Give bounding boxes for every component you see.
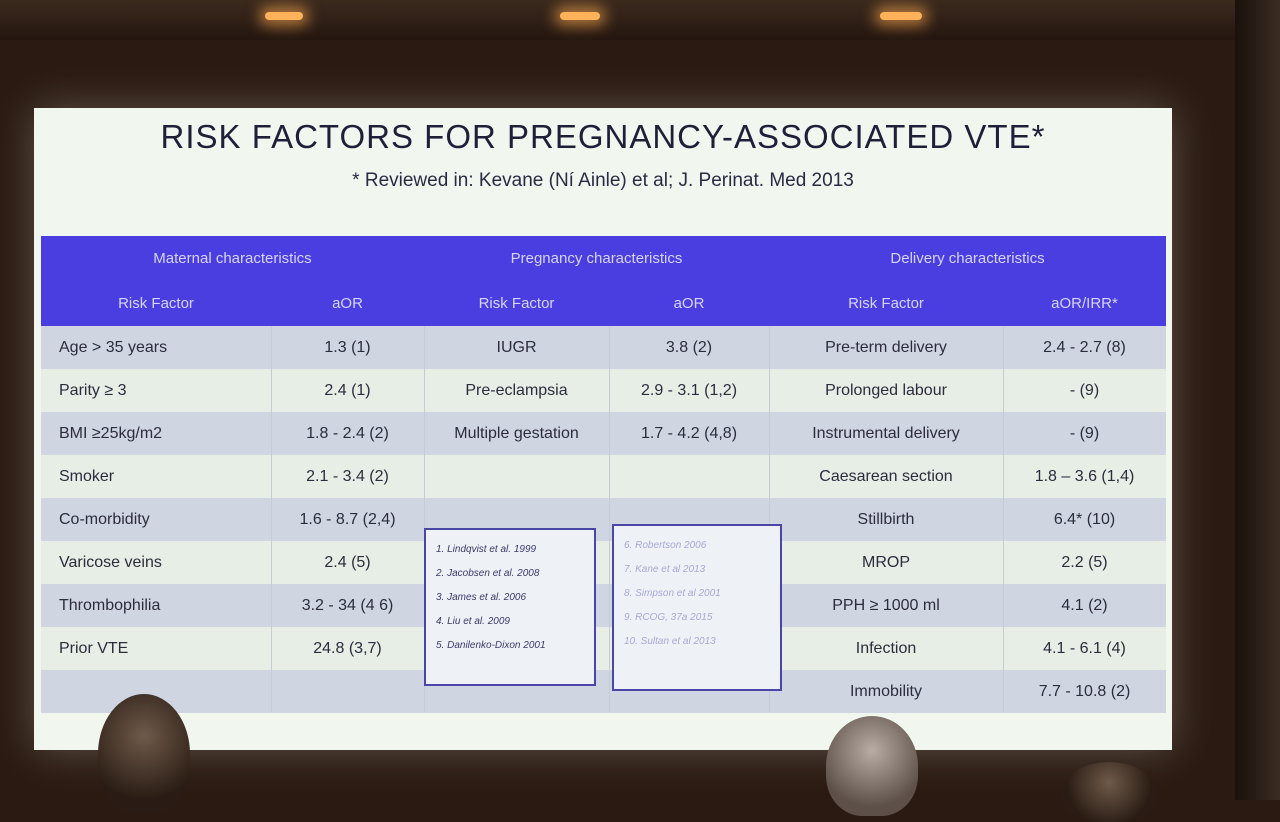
column-header-aor: aOR xyxy=(673,295,705,312)
delivery-aor-irr: - (9) xyxy=(1069,425,1100,442)
table-row xyxy=(41,627,1166,670)
group-header-delivery: Delivery characteristics xyxy=(890,250,1045,267)
maternal-risk-factor: Age > 35 years xyxy=(59,339,168,356)
maternal-aor: 3.2 - 34 (4 6) xyxy=(301,597,394,614)
column-header-risk-factor: Risk Factor xyxy=(848,295,924,312)
risk-factor-table xyxy=(41,236,1166,716)
group-header-row xyxy=(41,236,1166,281)
maternal-risk-factor: Prior VTE xyxy=(59,640,129,657)
delivery-aor-irr: 2.4 - 2.7 (8) xyxy=(1043,339,1126,356)
pregnancy-aor: 1.7 - 4.2 (4,8) xyxy=(640,425,738,442)
table-row xyxy=(41,584,1166,627)
maternal-risk-factor: BMI ≥25kg/m2 xyxy=(59,425,163,442)
maternal-risk-factor: Thrombophilia xyxy=(59,597,161,614)
maternal-risk-factor: Co-morbidity xyxy=(59,511,150,528)
table-row xyxy=(41,326,1166,369)
reference-item: 2. Jacobsen et al. 2008 xyxy=(436,568,540,579)
slide-subtitle: * Reviewed in: Kevane (Ní Ainle) et al; J. Perinat. Med 2013 xyxy=(352,170,854,191)
column-divider xyxy=(1003,326,1004,712)
delivery-aor-irr: 4.1 (2) xyxy=(1061,597,1108,614)
column-header-risk-factor: Risk Factor xyxy=(118,295,194,312)
maternal-aor: 1.6 - 8.7 (2,4) xyxy=(299,511,396,528)
delivery-risk-factor: Stillbirth xyxy=(857,511,915,528)
delivery-risk-factor: Pre-term delivery xyxy=(825,339,947,356)
audience-head xyxy=(826,716,918,816)
references-box-right xyxy=(612,524,782,691)
pregnancy-risk-factor: Pre-eclampsia xyxy=(465,382,568,399)
column-header-aor-irr: aOR/IRR* xyxy=(1051,295,1118,312)
delivery-aor-irr: 7.7 - 10.8 (2) xyxy=(1038,683,1131,700)
delivery-risk-factor: Prolonged labour xyxy=(825,382,947,399)
reference-item: 6. Robertson 2006 xyxy=(624,540,707,551)
references-box-left xyxy=(424,528,596,686)
maternal-aor: 24.8 (3,7) xyxy=(313,640,382,657)
reference-item: 3. James et al. 2006 xyxy=(436,592,527,603)
slide-title: RISK FACTORS FOR PREGNANCY-ASSOCIATED VTE* xyxy=(160,118,1046,155)
pregnancy-aor xyxy=(609,455,769,498)
reference-item: 1. Lindqvist et al. 1999 xyxy=(436,544,537,555)
maternal-aor: 2.4 (1) xyxy=(324,382,371,399)
group-header-maternal: Maternal characteristics xyxy=(153,250,312,267)
reference-item: 4. Liu et al. 2009 xyxy=(436,616,510,627)
group-header-pregnancy: Pregnancy characteristics xyxy=(510,250,683,267)
column-divider xyxy=(609,326,610,712)
column-header-aor: aOR xyxy=(332,295,363,312)
table-row xyxy=(41,369,1166,412)
reference-item: 8. Simpson et al 2001 xyxy=(624,588,721,599)
room-wall xyxy=(1235,0,1280,800)
reference-item: 10. Sultan et al 2013 xyxy=(624,636,716,647)
delivery-aor-irr: 6.4* (10) xyxy=(1053,511,1116,528)
maternal-risk-factor: Parity ≥ 3 xyxy=(59,382,127,399)
table-row xyxy=(41,455,1166,498)
delivery-risk-factor: Caesarean section xyxy=(819,468,953,485)
delivery-aor-irr: 1.8 – 3.6 (1,4) xyxy=(1034,468,1135,485)
maternal-aor: 2.4 (5) xyxy=(324,554,371,571)
ceiling-light xyxy=(880,12,922,20)
column-divider xyxy=(271,326,272,712)
delivery-risk-factor: Immobility xyxy=(849,683,922,700)
projection-screen xyxy=(34,108,1172,750)
audience-head xyxy=(98,694,190,814)
maternal-aor: 2.1 - 3.4 (2) xyxy=(306,468,389,485)
delivery-risk-factor: Infection xyxy=(855,640,917,657)
pregnancy-aor: 2.9 - 3.1 (1,2) xyxy=(640,382,738,399)
delivery-aor-irr: 2.2 (5) xyxy=(1061,554,1108,571)
delivery-aor-irr: 4.1 - 6.1 (4) xyxy=(1043,640,1126,657)
table-row xyxy=(41,541,1166,584)
column-header-risk-factor: Risk Factor xyxy=(478,295,555,312)
pregnancy-risk-factor: Multiple gestation xyxy=(454,425,579,442)
table-row xyxy=(41,498,1166,541)
table-row xyxy=(41,670,1166,713)
reference-item: 9. RCOG, 37a 2015 xyxy=(624,612,713,623)
pregnancy-risk-factor: IUGR xyxy=(496,339,537,356)
audience-head xyxy=(1062,762,1156,822)
pregnancy-aor: 3.8 (2) xyxy=(665,339,713,356)
maternal-risk-factor: Varicose veins xyxy=(59,554,162,571)
ceiling-light xyxy=(265,12,303,20)
room-ceiling xyxy=(0,0,1280,40)
column-header-row xyxy=(41,281,1166,326)
pregnancy-risk-factor xyxy=(424,455,609,498)
maternal-aor xyxy=(271,670,424,713)
maternal-aor: 1.3 (1) xyxy=(324,339,371,356)
reference-item: 5. Danilenko-Dixon 2001 xyxy=(436,640,546,651)
maternal-risk-factor: Smoker xyxy=(59,468,115,485)
delivery-risk-factor: MROP xyxy=(862,554,910,571)
ceiling-light xyxy=(560,12,600,20)
maternal-aor: 1.8 - 2.4 (2) xyxy=(306,425,389,442)
delivery-aor-irr: - (9) xyxy=(1069,382,1100,399)
table-row xyxy=(41,412,1166,455)
delivery-risk-factor: Instrumental delivery xyxy=(812,425,960,442)
reference-item: 7. Kane et al 2013 xyxy=(624,564,706,575)
delivery-risk-factor: PPH ≥ 1000 ml xyxy=(832,597,940,614)
